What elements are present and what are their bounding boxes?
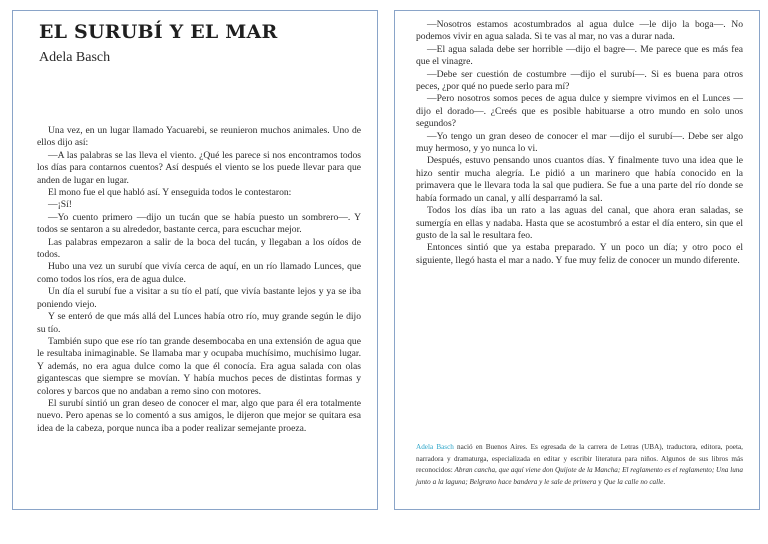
paragraph: —Debe ser cuestión de costumbre —dijo el surubí—. Si es buena para otros peces, ¿por qué no puede serlo para mí? <box>416 68 743 93</box>
paragraph: El mono fue el que habló así. Y enseguida todos le contestaron: <box>48 187 292 199</box>
paragraph: Entonces sintió que ya estaba preparado. Y un poco un día; y otro poco el siguiente, llegó hasta el mar a nado. Y fue muy feliz de conocer un mundo diferente. <box>416 242 743 266</box>
paragraph: Todos los días iba un rato a las aguas del canal, que ahora eran saladas, se sumergía en ellas y nadaba. Hasta que se acostumbró a estar el día entero, sin que el gusto de la sal le resultara feo. <box>416 205 743 241</box>
story-author: Adela Basch <box>39 50 111 65</box>
bio-connector: y <box>596 477 604 486</box>
paragraph: Hubo una vez un surubí que vivía cerca de aquí, en un río llamado Lunces, que como todos los ríos, era de agua dulce. <box>37 261 361 285</box>
bio-last-title: Que la calle no calle <box>603 477 664 486</box>
bio-book-titles: Abran cancha, que aquí viene don Quijote de la Mancha; El reglamento es el reglamento; Una luna junto a la laguna; Belgrano hace bandera y le sale de primera <box>416 466 743 486</box>
paragraph: Un día el surubí fue a visitar a su tío el patí, que vivía bastante lejos y ya se iba poniendo viejo. <box>37 286 361 310</box>
bio-author-name: Adela Basch <box>416 443 454 451</box>
paragraph: —¡Sí! <box>48 199 72 211</box>
right-page <box>394 10 760 510</box>
left-page <box>12 10 378 510</box>
bio-text: nació en Buenos Aires. Es egresada de la carrera de Letras (UBA), traductora, editora, poeta, narradora y dramaturga, especializada en editar y escribir literatura para niños. Algunos de sus libros más reconocidos: <box>416 443 743 475</box>
paragraph: —Nosotros estamos acostumbrados al agua dulce —le dijo la boga—. No podemos vivir en agua salada. Si te vas al mar, no vas a durar nada. <box>416 19 743 43</box>
paragraph: Después, estuvo pensando unos cuantos días. Y finalmente tuvo una idea que le hizo sentir mucha alegría. Le pidió a un marinero que había conocido en la primavera que le llevara toda la sal que pudiera. Se fue a una parte del río donde se había formado un canal, y allí desparramó la sal. <box>416 155 743 204</box>
paragraph: —Yo cuento primero —dijo un tucán que se había puesto un sombrero—. Y todos se sentaron a su alrededor, bastante cerca, para escuchar mejor. <box>37 211 361 236</box>
paragraph: —El agua salada debe ser horrible —dijo el bagre—. Me parece que es más fea que el vinagre. <box>416 43 743 68</box>
author-bio <box>416 442 743 488</box>
right-page-text <box>416 19 743 267</box>
paragraph: Las palabras empezaron a salir de la boca del tucán, y llegaban a los oídos de todos. <box>37 236 361 261</box>
bio-end: . <box>663 477 666 486</box>
paragraph: —Yo tengo un gran deseo de conocer el mar —dijo el surubí—. Debe ser algo muy hermoso, y yo nunca lo vi. <box>416 130 743 155</box>
paragraph: Y se enteró de que más allá del Lunces había otro río, muy grande según le dijo su tío. <box>37 311 361 335</box>
paragraph: También supo que ese río tan grande desembocaba en una extensión de agua que le resultaba inimaginable. Se llamaba mar y ocupaba muchísimo, muchísimo lugar. Y además, no era agua dulce como la que él conocía. Era agua salada con olas gigantescas que siempre se movían. Y había muchos peces de distintas formas y colores y barcos que no andaban a remo sino con motores. <box>37 335 361 397</box>
paragraph: —A las palabras se las lleva el viento. ¿Qué les parece si nos encontramos todos los días para contarnos cuentos? Así después el viento se los puede llevar para que anden de lugar en lugar. <box>37 149 361 186</box>
story-title: EL SURUBÍ Y EL MAR <box>39 21 278 43</box>
paragraph: El surubí sintió un gran deseo de conocer el mar, algo que para él era totalmente nuevo. Pero apenas se lo comentó a sus amigos, le dijeron que mejor se quitara esa idea de la cabeza, porque nunca iba a poder realizar semejante proeza. <box>37 397 361 434</box>
paragraph: Una vez, en un lugar llamado Yacuarebi, se reunieron muchos animales. Uno de ellos dijo así: <box>37 125 361 149</box>
left-page-text <box>37 125 361 435</box>
paragraph: —Pero nosotros somos peces de agua dulce y siempre vivimos en el Lunces —dijo el dorado—. ¿Creés que es posible habituarse a otro mundo en solo unos segundos? <box>416 93 743 130</box>
